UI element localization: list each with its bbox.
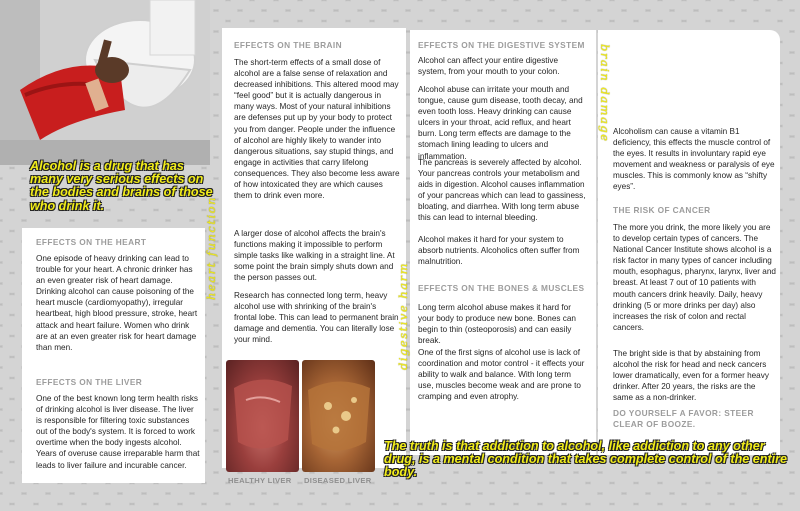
cancer-closing: DO YOURSELF A FAVOR: STEER CLEAR OF BOOZE. (613, 408, 754, 429)
side-label-digestive-harm: digestive harm (396, 261, 410, 370)
healthy-liver-caption: HEALTHY LIVER (228, 476, 292, 485)
digestive-heading: EFFECTS ON THE DIGESTIVE SYSTEM (418, 40, 585, 50)
cancer-p2: The bright side is that by abstaining from alcohol the risk for head and neck cancers lower dramatically, even for a former heavy drinker. After 20 years, the risks are the same as a non-drinker. (613, 349, 769, 403)
digestive-p1: Alcohol can affect your entire digestive system, from your mouth to your colon. (418, 56, 560, 77)
digestive-p4: Alcohol makes it hard for your system to absorb nutrients. Alcoholics often suffer from malnutrition. (418, 235, 580, 267)
healthy-liver-image (226, 360, 299, 472)
drinker-illustration (0, 0, 210, 165)
heart-heading: EFFECTS ON THE HEART (36, 237, 147, 247)
digestive-p2: Alcohol abuse can irritate your mouth and tongue, cause gum disease, tooth decay, and even tooth loss. Heavy drinking can cause ulcers in your throat, acid reflux, and heart burn. Long term effects are damage to the stomach lining leading to ulcers and inflammation. (418, 85, 583, 161)
brain-heading: EFFECTS ON THE BRAIN (234, 40, 343, 50)
brain-p1: The short-term effects of a small dose of alcohol are a false sense of relaxation and decreased inhibitions. This altered mood may “feel good” but it is actually dangerous in many ways. Most of your natural inhibitions are defenses put up by your body to protect you from danger. People under the influence of alcohol are highly likely to wander into dangerous situations, say stupid things, and engage in activities that carry lifelong consequences. They also become less aware of how intoxicated they are which causes them to drink even more. (234, 58, 400, 201)
brain-p2: A larger dose of alcohol affects the brain's functions making it impossible to perform simple tasks like walking in a straight line. At some point the brain simply shuts down and the person passes out. (234, 229, 395, 283)
diseased-liver-illustration (302, 360, 375, 472)
diseased-liver-caption: DISEASED LIVER (304, 476, 372, 485)
eyes-body: Alcoholism can cause a vitamin B1 deficiency, this effects the muscle control of the eyes. It results in involuntary rapid eye movement and weakness or paralysis of eye muscles. This is commonly know as “shifty eyes”. (613, 127, 775, 192)
bones-p2: One of the first signs of alcohol use is lack of coordination and motor control - it effects your ability to walk and balance. With long term use, muscles become weak and are prone to cramping and even atrophy. (418, 348, 585, 402)
liver-heading: EFFECTS ON THE LIVER (36, 377, 143, 387)
bones-heading: EFFECTS ON THE BONES & MUSCLES (418, 283, 585, 293)
drinker-photo (0, 0, 210, 165)
side-label-heart-function: heart function (204, 196, 218, 300)
diseased-liver-image (302, 360, 375, 472)
tagline-bottom: The truth is that addiction to alcohol, like addiction to any other drug, is a mental condition that takes complete control of the entire body. (384, 439, 788, 480)
heart-body: One episode of heavy drinking can lead to trouble for your heart. A chronic drinker has an even greater risk of heart damage. Drinking alcohol can cause poisoning of the heart muscle (cardiomyopathy), irregular heartbeat, high blood pressure, stroke, heart attack and heart failure. Women who drink are at an even greater risk for heart damage than men. (36, 254, 198, 352)
tagline-left: Alcohol is a drug that has many very serious effects on the bodies and brains of those who drink it. (30, 159, 213, 213)
digestive-p3: The pancreas is severely affected by alcohol. Your pancreas controls your metabolism and aids in digestion. Alcohol causes inflammation of your pancreas which can lead to gassiness, bloating, and diarrhea. With long term abuse this can lead to internal bleeding. (418, 158, 586, 223)
bones-p1: Long term alcohol abuse makes it hard for your body to produce new bone. Bones can begin to thin (osteoporosis) and can easily break. (418, 303, 576, 346)
brain-p3: Research has connected long term, heavy alcohol use with shrinking of the brain's frontal lobe. This can lead to permanent brain damage and dementia. You can literally lose your mind. (234, 291, 399, 345)
cancer-p1: The more you drink, the more likely you are to develop certain types of cancers. The National Cancer Institute shows alcohol is a risk factor in many types of cancer including mouth, esophagus, pharynx, larynx, liver and breast. At least 7 out of 10 patients with mouth cancers drink heavily. Daily, heavy drinking (5 or more drinks per day) also increases the risk of colon and rectal cancers. (613, 223, 776, 332)
healthy-liver-illustration (226, 360, 299, 472)
liver-body: One of the best known long term health risks of drinking alcohol is liver disease. The liver is responsible for filtering toxic substances out of the body's system. It is forced to work overtime when the body ingests alcohol. Years of overuse cause irreparable harm that leads to liver failure and incurable cancer. (36, 394, 200, 470)
cancer-heading: THE RISK OF CANCER (613, 205, 711, 215)
side-label-brain-damage: brain damage (598, 44, 612, 143)
